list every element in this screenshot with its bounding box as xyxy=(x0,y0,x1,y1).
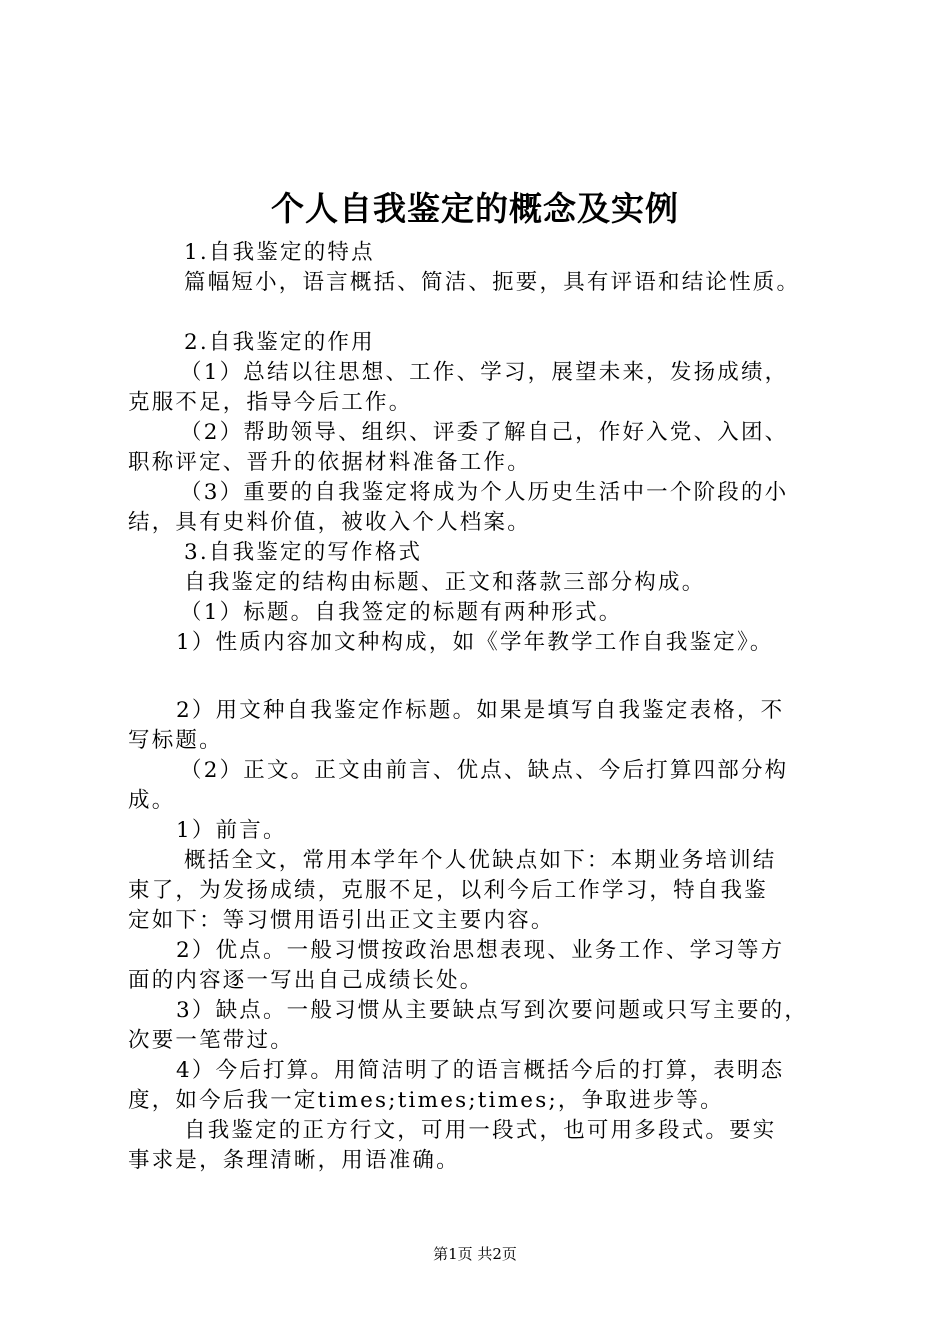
paragraph-line: 度，如今后我一定times;times;times;，争取进步等。 xyxy=(128,1088,724,1113)
paragraph-line: 事求是，条理清晰，用语准确。 xyxy=(128,1148,460,1173)
paragraph-line: 写标题。 xyxy=(128,728,223,753)
paragraph-line: （1）总结以往思想、工作、学习，展望未来，发扬成绩， xyxy=(180,360,789,385)
paragraph-line: 职称评定、晋升的依据材料准备工作。 xyxy=(128,450,531,475)
paragraph-line: 结，具有史料价值，被收入个人档案。 xyxy=(128,510,531,535)
paragraph-line: （1）标题。自我签定的标题有两种形式。 xyxy=(180,600,623,625)
paragraph-line: 1）性质内容加文种构成，如《学年教学工作自我鉴定》。 xyxy=(176,630,774,655)
paragraph-line: 2）优点。一般习惯按政治思想表现、业务工作、学习等方 xyxy=(176,938,785,963)
document-body xyxy=(128,238,840,1176)
paragraph-line: 篇幅短小，语言概括、简洁、扼要，具有评语和结论性质。 xyxy=(184,270,801,295)
paragraph-line: （2）帮助领导、组织、评委了解自己，作好入党、入团、 xyxy=(180,420,789,445)
paragraph-gap xyxy=(128,298,840,328)
paragraph-line: 自我鉴定的正方行文，可用一段式，也可用多段式。要实 xyxy=(184,1118,777,1143)
section-heading: 3.自我鉴定的写作格式 xyxy=(184,540,423,565)
paragraph-line: （2）正文。正文由前言、优点、缺点、今后打算四部分构 xyxy=(180,758,789,783)
page-footer: 第1页 共2页 xyxy=(433,1245,517,1263)
paragraph-line: 2）用文种自我鉴定作标题。如果是填写自我鉴定表格，不 xyxy=(176,698,785,723)
paragraph-line: 成。 xyxy=(128,788,176,813)
document-title: 个人自我鉴定的概念及实例 xyxy=(271,189,679,228)
section-heading: 1.自我鉴定的特点 xyxy=(184,240,375,265)
paragraph-line: 概括全文，常用本学年个人优缺点如下：本期业务培训结 xyxy=(184,848,777,873)
section-heading: 2.自我鉴定的作用 xyxy=(184,330,375,355)
paragraph-line: 克服不足，指导今后工作。 xyxy=(128,390,413,415)
paragraph-gap xyxy=(128,658,840,696)
paragraph-line: 自我鉴定的结构由标题、正文和落款三部分构成。 xyxy=(184,570,706,595)
paragraph-line: 4）今后打算。用简洁明了的语言概括今后的打算，表明态 xyxy=(176,1058,785,1083)
paragraph-line: 1）前言。 xyxy=(176,818,287,843)
paragraph-line: （3）重要的自我鉴定将成为个人历史生活中一个阶段的小 xyxy=(180,480,789,505)
paragraph-line: 3）缺点。一般习惯从主要缺点写到次要问题或只写主要的， xyxy=(176,998,809,1023)
paragraph-line: 面的内容逐一写出自己成绩长处。 xyxy=(128,968,484,993)
paragraph-line: 束了，为发扬成绩，克服不足，以利今后工作学习，特自我鉴 xyxy=(128,878,768,903)
paragraph-line: 定如下：等习惯用语引出正文主要内容。 xyxy=(128,908,555,933)
paragraph-line: 次要一笔带过。 xyxy=(128,1028,294,1053)
